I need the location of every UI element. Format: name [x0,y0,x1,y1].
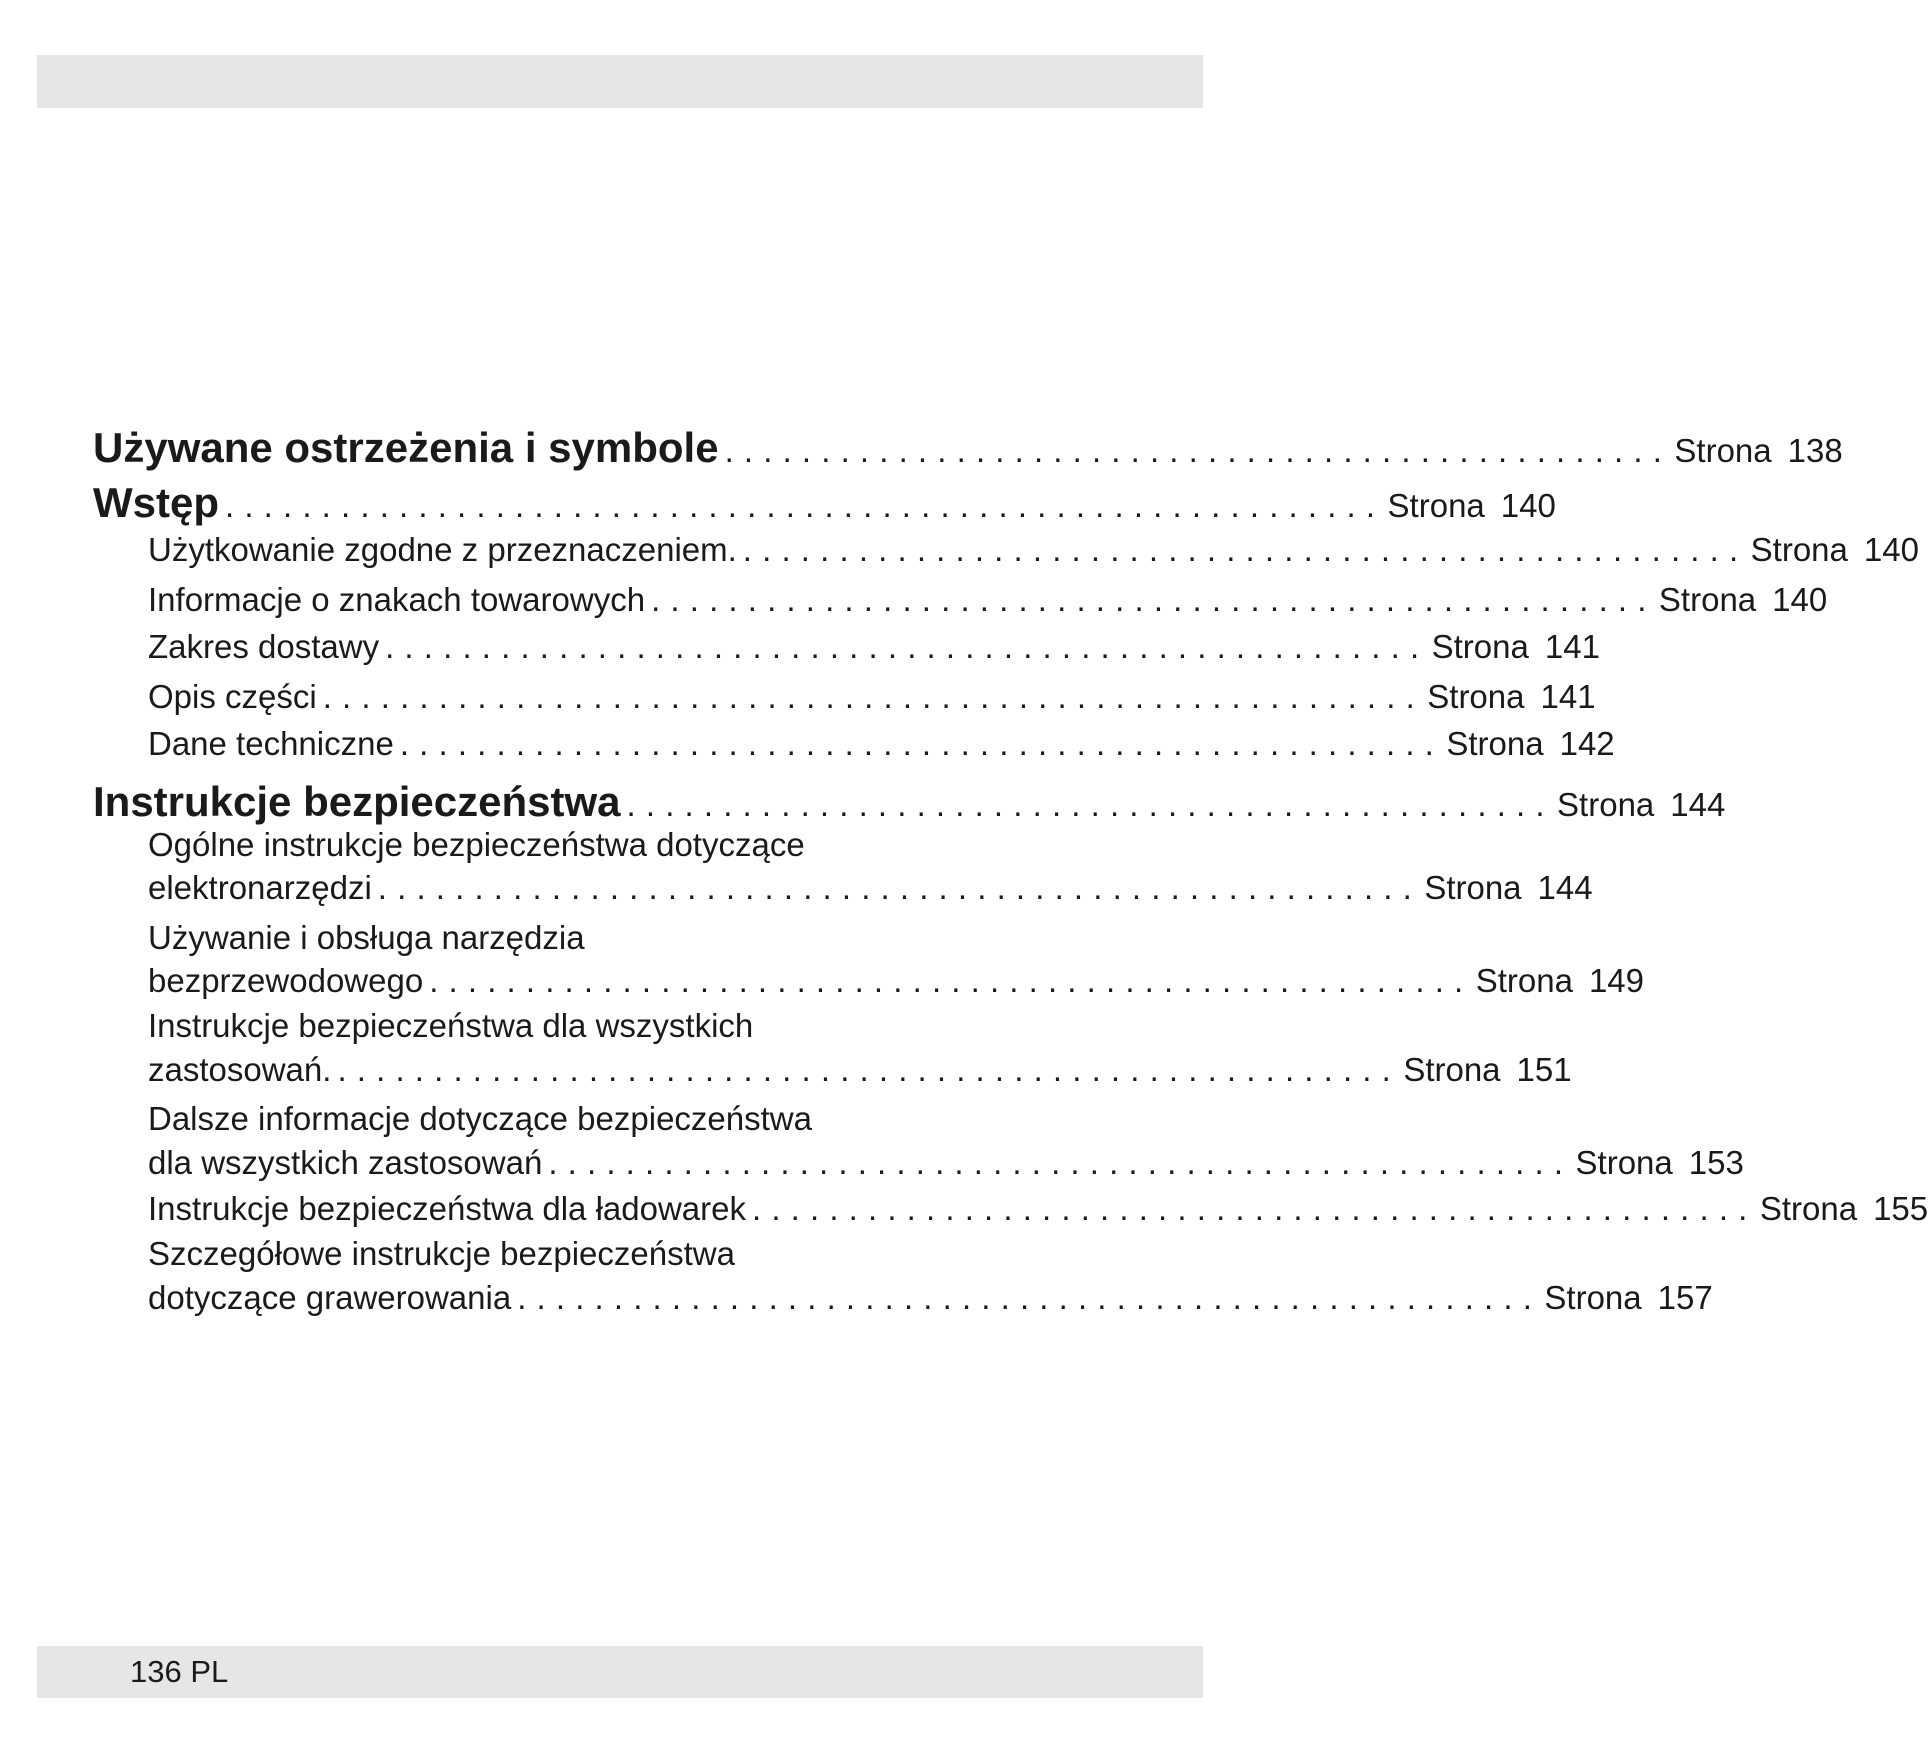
page-word: Strona [1557,786,1655,823]
toc-entry-title-line1: Dalsze informacje dotyczące bezpieczeństwa [148,1100,812,1137]
page-number: 140 [1772,581,1828,618]
page-word: Strona [1387,487,1485,524]
toc-entry-title: Informacje o znakach towarowych [148,581,646,618]
toc-entry-title: bezprzewodowego [148,962,424,999]
toc-entry-delivery-scope[interactable] [148,628,1600,666]
page-word: Strona [1759,1190,1858,1227]
page-word: Strona [1424,869,1522,906]
dot-leader: . . . . . . . . . . . . . . . . . . . . . . . . . . . . . . . . . . . . . . . . . . . . . . . . . [724,432,1663,469]
page-word: Strona [1544,1279,1642,1316]
dot-leader: . . . . . . . . . . . . . . . . . . . . . . . . . . . . . . . . . . . . . . . . . . . . . . . . . . . . . [517,1279,1533,1316]
dot-leader: . . . . . . . . . . . . . . . . . . . . . . . . . . . . . . . . . . . . . . . . . . . . . . . . . . . . . . . . . [322,678,1416,715]
toc-entry-title: Użytkowanie zgodne z przeznaczeniem. [148,531,737,568]
page-word: Strona [1446,725,1544,762]
footer-bar [37,1646,1203,1698]
toc-entry-power-tools[interactable] [148,869,1593,907]
toc-entry-title-line1: Szczegółowe instrukcje bezpieczeństwa [148,1235,735,1272]
toc-heading-warnings-symbols[interactable] [93,424,1843,472]
toc-entry-title: Instrukcje bezpieczeństwa [93,778,621,825]
toc-entry-engraving[interactable] [148,1279,1713,1317]
page-word: Strona [1475,962,1573,999]
toc-entry-parts-description[interactable] [148,678,1596,716]
page-number-footer: 136 PL [130,1654,229,1689]
page-number: 141 [1544,628,1600,665]
toc-entry-chargers[interactable] [148,1190,1928,1228]
page-word: Strona [1674,432,1772,469]
page-number: 157 [1657,1279,1713,1316]
toc-entry-title-line1: Instrukcje bezpieczeństwa dla wszystkich [148,1007,754,1044]
dot-leader: . . . . . . . . . . . . . . . . . . . . . . . . . . . . . . . . . . . . . . . . . . . . . . . . . . . . [742,531,1739,568]
page-number: 141 [1540,678,1596,715]
toc-entry-title: dla wszystkich zastosowań [148,1144,543,1181]
dot-leader: . . . . . . . . . . . . . . . . . . . . . . . . . . . . . . . . . . . . . . . . . . . . . . . . [626,786,1546,823]
dot-leader: . . . . . . . . . . . . . . . . . . . . . . . . . . . . . . . . . . . . . . . . . . . . . . . . . . . . [751,1190,1748,1227]
toc-entry-title: Instrukcje bezpieczeństwa dla ładowarek [148,1190,746,1227]
toc-entry-trademarks[interactable] [148,581,1828,619]
toc-entry-title: zastosowań. [148,1051,332,1088]
page-number: 140 [1863,531,1919,568]
toc-entry-title: elektronarzędzi [148,869,372,906]
toc-entry-intended-use[interactable] [148,531,1919,569]
page-word: Strona [1403,1051,1501,1088]
dot-leader: . . . . . . . . . . . . . . . . . . . . . . . . . . . . . . . . . . . . . . . . . . . . . . . . . . . . [651,581,1647,618]
page-number: 140 [1500,487,1556,524]
page-word: Strona [1658,581,1757,618]
dot-leader: . . . . . . . . . . . . . . . . . . . . . . . . . . . . . . . . . . . . . . . . . . . . . . . . . . . . . [548,1144,1564,1181]
toc-entry-title: Zakres dostawy [148,628,380,665]
toc-entry-title: Wstęp [93,479,219,526]
page-number: 151 [1516,1051,1572,1088]
dot-leader: . . . . . . . . . . . . . . . . . . . . . . . . . . . . . . . . . . . . . . . . . . . . . . . . . . . . . . [429,962,1464,999]
page-word: Strona [1750,531,1848,568]
toc-entry-all-applications[interactable] [148,1051,1572,1089]
toc-entry-technical-data[interactable] [148,725,1615,763]
page-number: 153 [1688,1144,1744,1181]
toc-entry-title-line1: Ogólne instrukcje bezpieczeństwa dotyczące [148,826,805,863]
toc-entry-title: Używane ostrzeżenia i symbole [93,424,719,471]
toc-heading-safety-instructions[interactable] [93,778,1726,826]
page-number: 149 [1588,962,1645,999]
dot-leader: . . . . . . . . . . . . . . . . . . . . . . . . . . . . . . . . . . . . . . . . . . . . . . . . . . . . . . . . . . . . [225,487,1376,524]
toc-entry-title: dotyczące grawerowania [148,1279,512,1316]
dot-leader: . . . . . . . . . . . . . . . . . . . . . . . . . . . . . . . . . . . . . . . . . . . . . . . . . . . . . . . [337,1051,1392,1088]
page-number: 144 [1670,786,1726,823]
page-word: Strona [1427,678,1525,715]
page-word: Strona [1431,628,1529,665]
toc-entry-title: Dane techniczne [148,725,394,762]
page-word: Strona [1575,1144,1673,1181]
toc-entry-further-safety[interactable] [148,1144,1744,1182]
dot-leader: . . . . . . . . . . . . . . . . . . . . . . . . . . . . . . . . . . . . . . . . . . . . . . . . . . . . . . [377,869,1413,906]
page-number: 138 [1787,432,1843,469]
dot-leader: . . . . . . . . . . . . . . . . . . . . . . . . . . . . . . . . . . . . . . . . . . . . . . . . . . . . . . [385,628,1420,665]
page-number: 144 [1537,869,1593,906]
toc-heading-introduction[interactable] [93,479,1556,527]
toc-entry-cordless-tool[interactable] [148,962,1645,1000]
page-number: 142 [1559,725,1615,762]
dot-leader: . . . . . . . . . . . . . . . . . . . . . . . . . . . . . . . . . . . . . . . . . . . . . . . . . . . . . . [399,725,1435,762]
page-number: 155 [1873,1190,1928,1227]
toc-entry-title-line1: Używanie i obsługa narzędzia [148,919,585,956]
toc-entry-title: Opis części [148,678,317,715]
